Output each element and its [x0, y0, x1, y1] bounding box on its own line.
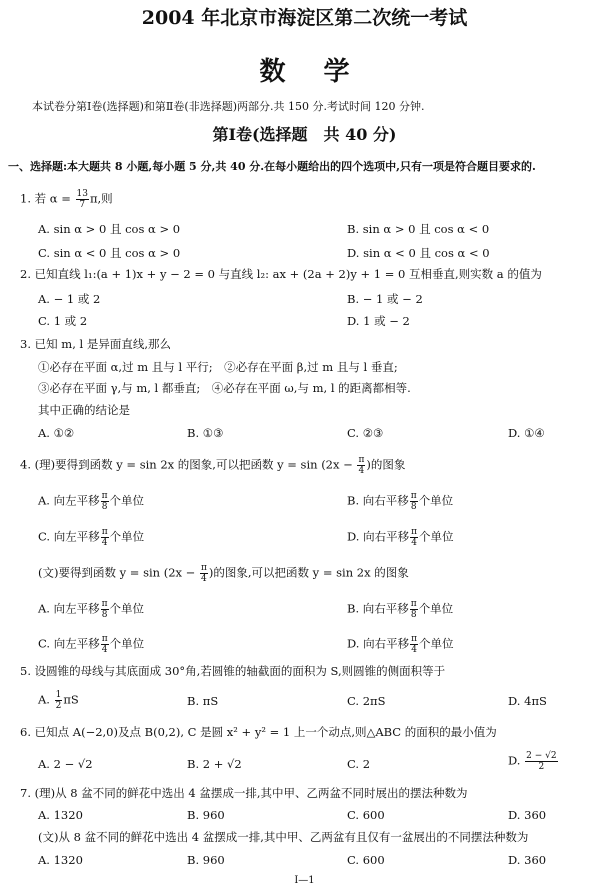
page-number: Ⅰ—1	[294, 875, 315, 886]
q5-option-c: C. 2πS	[347, 694, 386, 708]
q7-li-stem: 7. (理)从 8 盆不同的鲜花中选出 4 盆摆成一排,其中甲、乙两盆不同时展出的摆法种数为	[20, 786, 468, 800]
q4-wen-option-d: D. 向右平移 $\frac{\pi}{4}$ 个单位	[347, 634, 454, 655]
exam-title: 2004 年北京市海淀区第二次统一考试	[141, 7, 468, 29]
q4-li-option-b: B. 向右平移 $\frac{\pi}{8}$ 个单位	[347, 491, 454, 512]
q3-option-b: B. ①③	[187, 426, 224, 440]
q1-fraction: $\frac{13}{7}$	[76, 189, 88, 210]
q1-stem: 1. 若 α = $\frac{13}{7}$ π,则	[20, 189, 113, 210]
q7-wen-option-a: A. 1320	[38, 853, 83, 867]
q7-li-option-c: C. 600	[347, 808, 385, 822]
q3-option-a: A. ①②	[38, 426, 75, 440]
q1-option-a: A. sin α > 0 且 cos α > 0	[38, 222, 181, 236]
q6-option-c: C. 2	[347, 757, 371, 771]
q5-option-a: A. $\frac{1}{2}$ πS	[38, 690, 79, 711]
q3-statement-line-2: ③必存在平面 γ,与 m, l 都垂直; ④必存在平面 ω,与 m, l 的距离都相等.	[38, 381, 411, 395]
q3-stem: 3. 已知 m, l 是异面直线,那么	[20, 337, 171, 351]
q4-li-option-c: C. 向左平移 $\frac{\pi}{4}$ 个单位	[38, 527, 145, 548]
q2-option-c: C. 1 或 2	[38, 314, 88, 328]
q3-statement-line-1: ①必存在平面 α,过 m 且与 l 平行; ②必存在平面 β,过 m 且与 l 垂直;	[38, 360, 398, 374]
q4-li-option-a: A. 向左平移 $\frac{\pi}{8}$ 个单位	[38, 491, 145, 512]
q4-wen-stem: (文)要得到函数 y = sin (2x − $\frac{\pi}{4}$ )的图象,可以把函数 y = sin 2x 的图象	[38, 563, 409, 584]
q1-option-c: C. sin α < 0 且 cos α > 0	[38, 246, 181, 260]
q4-li-stem: 4. (理)要得到函数 y = sin 2x 的图象,可以把函数 y = sin (2x − $\frac{\pi}{4}$ )的图象	[20, 455, 406, 476]
subject-title: 数学	[259, 57, 388, 87]
q6-option-a: A. 2 − √2	[38, 757, 93, 771]
q2-option-d: D. 1 或 − 2	[347, 314, 410, 328]
q5-stem: 5. 设圆锥的母线与其底面成 30°角,若圆锥的轴截面的面积为 S,则圆锥的侧面积等于	[20, 664, 446, 678]
q2-option-a: A. − 1 或 2	[38, 292, 101, 306]
q7-li-option-b: B. 960	[187, 808, 225, 822]
q6-option-d: D. $\frac{2 - √2}{2}$	[508, 751, 557, 772]
q1-option-d: D. sin α < 0 且 cos α < 0	[347, 246, 490, 260]
q4-wen-option-b: B. 向右平移 $\frac{\pi}{8}$ 个单位	[347, 599, 454, 620]
q7-wen-option-b: B. 960	[187, 853, 225, 867]
q6-option-b: B. 2 + √2	[187, 757, 242, 771]
q4-wen-option-c: C. 向左平移 $\frac{\pi}{4}$ 个单位	[38, 634, 145, 655]
q7-wen-stem: (文)从 8 盆不同的鲜花中选出 4 盆摆成一排,其中甲、乙两盆有且仅有一盆展出的不同摆法种数为	[38, 830, 529, 844]
q2-option-b: B. − 1 或 − 2	[347, 292, 423, 306]
q6-stem: 6. 已知点 A(−2,0)及点 B(0,2), C 是圆 x² + y² = 1 上一个动点,则△ABC 的面积的最小值为	[20, 725, 497, 739]
q3-option-d: D. ①④	[508, 426, 545, 440]
q7-wen-option-d: D. 360	[508, 853, 547, 867]
q3-option-c: C. ②③	[347, 426, 384, 440]
exam-intro: 本试卷分第Ⅰ卷(选择题)和第Ⅱ卷(非选择题)两部分.共 150 分.考试时间 120 分钟.	[32, 100, 425, 113]
q7-li-option-d: D. 360	[508, 808, 547, 822]
q5-option-b: B. πS	[187, 694, 219, 708]
q5-option-d: D. 4πS	[508, 694, 547, 708]
q7-li-option-a: A. 1320	[38, 808, 83, 822]
q3-question: 其中正确的结论是	[38, 403, 130, 417]
q1-option-b: B. sin α > 0 且 cos α < 0	[347, 222, 490, 236]
q2-stem: 2. 已知直线 l₁:(a + 1)x + y − 2 = 0 与直线 l₂: ax + (2a + 2)y + 1 = 0 互相垂直,则实数 a 的值为	[20, 267, 542, 281]
section-title: 第Ⅰ卷(选择题 共 40 分)	[212, 125, 397, 144]
q4-li-option-d: D. 向右平移 $\frac{\pi}{4}$ 个单位	[347, 527, 454, 548]
q7-wen-option-c: C. 600	[347, 853, 385, 867]
q4-wen-option-a: A. 向左平移 $\frac{\pi}{8}$ 个单位	[38, 599, 145, 620]
instructions: 一、选择题:本大题共 8 小题,每小题 5 分,共 40 分.在每小题给出的四个选项中,只有一项是符合题目要求的.	[8, 160, 536, 173]
